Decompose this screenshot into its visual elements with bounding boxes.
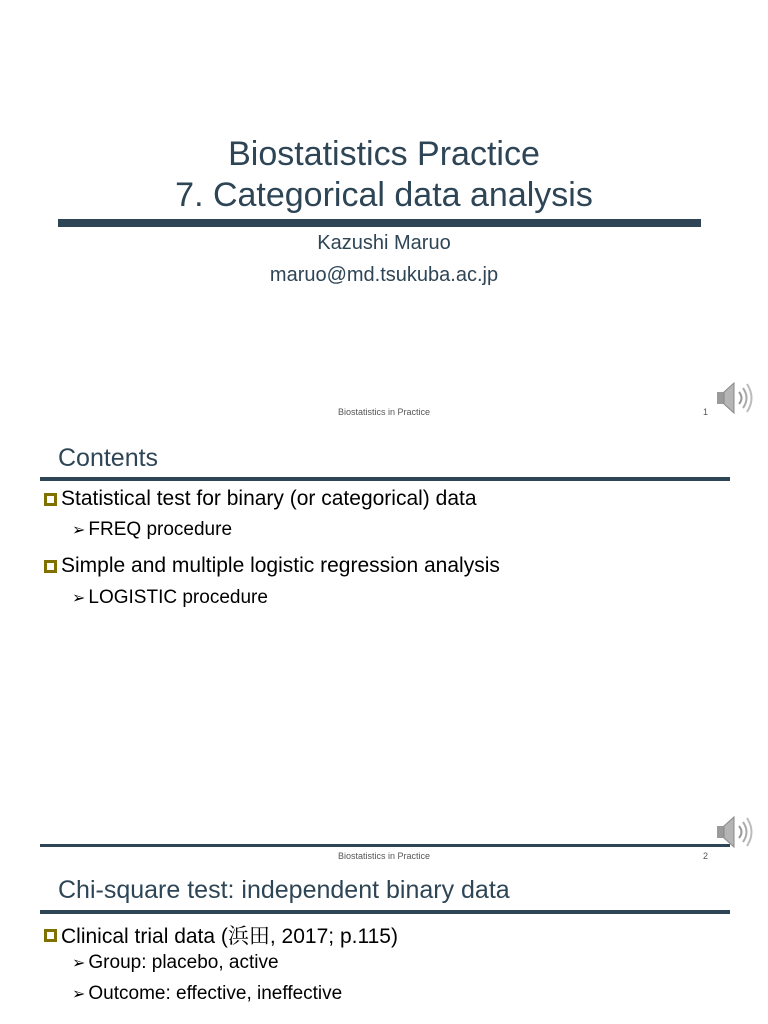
bullet-text: Statistical test for binary (or categorical) data: [61, 487, 477, 510]
arrow-bullet-icon: ➢: [72, 522, 86, 539]
footer-rule: [40, 844, 730, 847]
slide-2: [0, 430, 768, 860]
speaker-icon[interactable]: [714, 812, 754, 852]
slide-title-line1: Biostatistics Practice: [228, 135, 540, 173]
sub-bullet-item: [72, 952, 279, 974]
sub-bullet-text: Outcome: effective, ineffective: [88, 983, 343, 1004]
slide-title: Contents: [58, 444, 159, 472]
bullet-text: Simple and multiple logistic regression analysis: [61, 554, 500, 577]
footer-label: Biostatistics in Practice: [337, 851, 431, 861]
sub-bullet-item: [72, 983, 342, 1005]
sub-bullet-text: LOGISTIC procedure: [88, 587, 268, 608]
bullet-square-icon: [44, 560, 57, 573]
slide-title-line2: 7. Categorical data analysis: [175, 176, 593, 214]
sub-bullet-item: [72, 519, 232, 541]
arrow-bullet-icon: ➢: [72, 590, 86, 607]
title-underline: [58, 219, 701, 227]
sub-bullet-item: [72, 587, 268, 609]
author-name: Kazushi Maruo: [317, 232, 451, 254]
slide-3: [0, 860, 768, 1024]
sub-bullet-text: Group: placebo, active: [88, 952, 279, 973]
bullet-square-icon: [44, 929, 57, 942]
slide-1: [0, 0, 768, 430]
footer-label: Biostatistics in Practice: [337, 407, 431, 417]
bullet-item: [44, 920, 398, 950]
slide-title: Chi-square test: independent binary data: [58, 876, 510, 904]
speaker-icon[interactable]: [714, 378, 754, 418]
arrow-bullet-icon: ➢: [72, 955, 86, 972]
page-number: 1: [703, 407, 709, 417]
author-email: maruo@md.tsukuba.ac.jp: [269, 264, 499, 286]
bullet-square-icon: [44, 493, 57, 506]
page-number: 2: [703, 851, 709, 861]
bullet-item: [44, 487, 477, 511]
title-underline: [40, 910, 730, 914]
sub-bullet-text: FREQ procedure: [88, 519, 233, 540]
arrow-bullet-icon: ➢: [72, 986, 86, 1003]
bullet-item: [44, 554, 500, 578]
bullet-text: Clinical trial data (浜田, 2017; p.115): [61, 925, 398, 948]
title-underline: [40, 477, 730, 481]
